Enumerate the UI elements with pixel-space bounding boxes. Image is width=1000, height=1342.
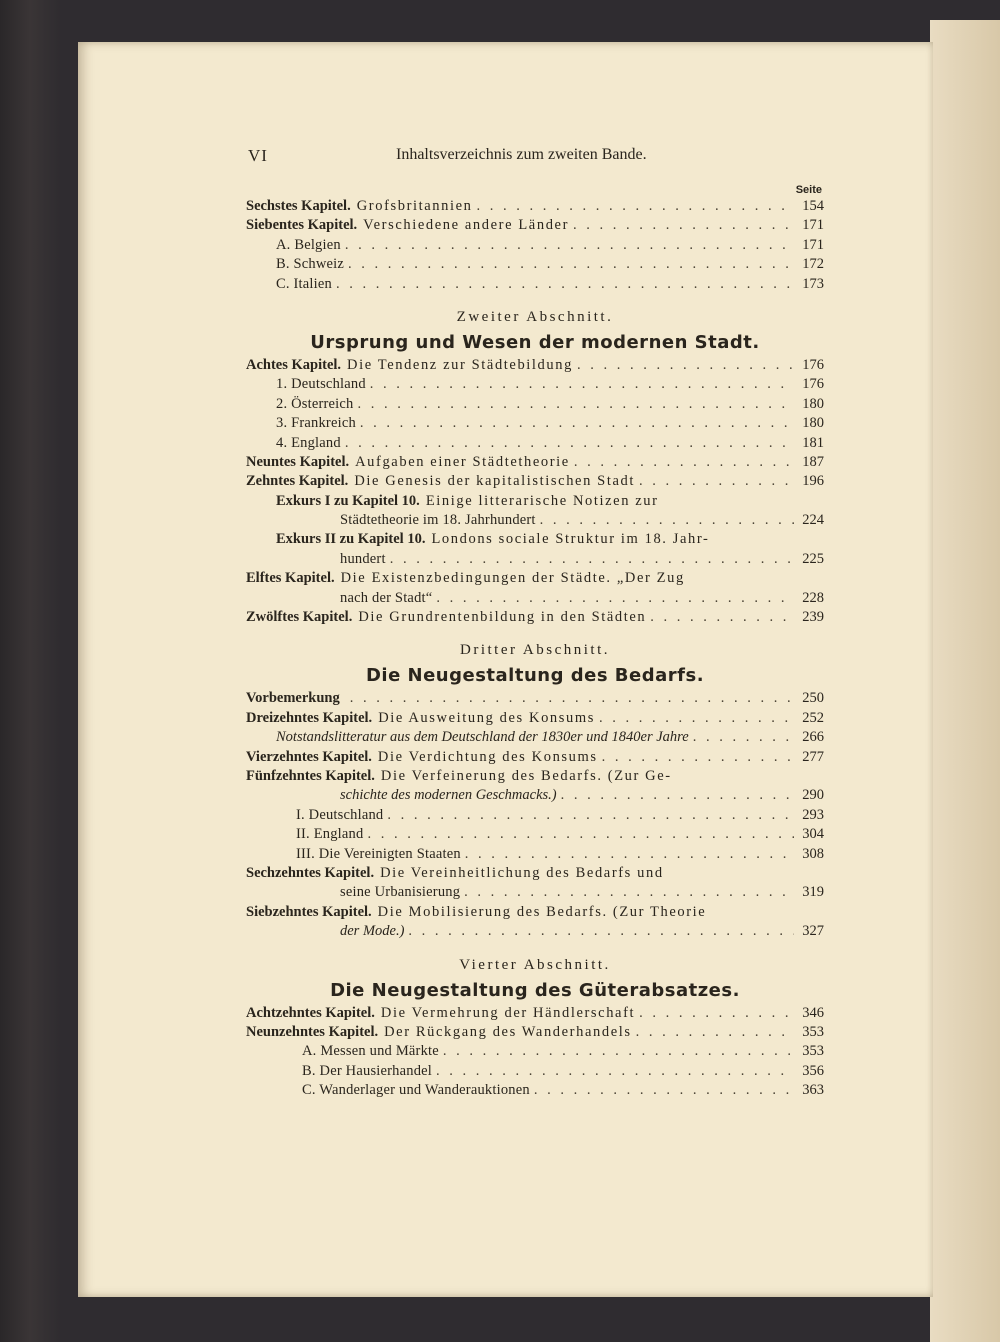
toc-entry [246,435,824,454]
dot-leader [345,435,794,452]
page-ref: 277 [802,748,824,765]
section-label: Zweiter Abschnitt. [456,308,614,325]
entry-title: nach der Stadt“ [340,589,433,606]
page-ref: 304 [802,826,824,843]
entry-title: Die Vereinheitlichung des Bedarfs und [380,864,664,881]
entry-title: I. Deutschland [296,806,384,823]
toc-part-one [246,198,824,295]
page-ref: 224 [802,512,824,529]
page-ref: 239 [802,609,824,626]
entry-title: A. Messen und Märkte [302,1043,439,1060]
dot-leader [436,1063,794,1080]
chapter-label: Siebentes Kapitel. [246,217,358,234]
chapter-label: Neunzehntes Kapitel. [246,1023,379,1040]
dot-leader [639,1005,794,1022]
dot-leader [367,826,794,843]
dot-leader [639,473,794,490]
entry-title: 3. Frankreich [276,415,356,432]
toc-entry [246,217,824,236]
section-title: Die Neugestaltung des Bedarfs. [365,665,705,687]
toc-entry [246,237,824,256]
toc-entry [246,1082,824,1101]
toc-entry [246,923,824,942]
entry-title: Die Grundrentenbildung in den Städten [358,609,647,626]
dot-leader [387,807,794,824]
chapter-label: Vierzehntes Kapitel. [246,748,372,765]
toc-entry [246,1024,824,1043]
page-ref: 171 [802,236,824,253]
dot-leader [577,357,794,374]
page-ref: 308 [802,845,824,862]
chapter-label: Exkurs II zu Kapitel 10. [276,531,426,548]
toc-entry [246,454,824,473]
chapter-label: Achtes Kapitel. [246,356,342,373]
dot-leader [360,415,794,432]
chapter-label: Achtzehntes Kapitel. [246,1004,375,1021]
page-ref: 180 [802,395,824,412]
entry-title: Die Vermehrung der Händlerschaft [380,1004,636,1021]
chapter-label: Dreizehntes Kapitel. [246,709,373,726]
toc-entry [246,749,824,768]
entry-title: 4. England [276,434,341,451]
entry-title: Die Genesis der kapitalistischen Stadt [354,473,635,490]
entry-title: Aufgaben einer Städtetheorie [355,453,570,470]
toc-entry [246,198,824,217]
chapter-label: Elftes Kapitel. [246,570,335,587]
dot-leader [370,376,794,393]
dot-leader [534,1082,794,1099]
toc-entry [246,1063,824,1082]
toc-entry [246,729,824,748]
entry-title: Der Rückgang des Wanderhandels [384,1023,632,1040]
entry-title: A. Belgien [276,236,341,253]
entry-title: 1. Deutschland [276,376,366,393]
entry-title: B. Schweiz [276,256,345,273]
dot-leader [436,590,794,607]
page-ref: 154 [802,198,824,214]
toc-entry [246,865,824,884]
toc-entry [246,609,824,628]
table-of-contents [246,198,824,1101]
page-ref: 187 [802,453,824,470]
entry-title: der Mode.) [340,923,405,940]
chapter-label: Exkurs I zu Kapitel 10. [276,492,420,509]
page-ref: 173 [802,275,824,292]
entry-title: Londons sociale Struktur im 18. Jahr- [431,531,710,548]
page-ref: 181 [802,434,824,451]
toc-entry [246,357,824,376]
chapter-label: Zehntes Kapitel. [246,473,349,490]
dot-leader [336,276,794,293]
page-ref: 293 [802,806,824,823]
entry-title: Städtetheorie im 18. Jahrhundert [340,512,536,529]
dot-leader [573,217,794,234]
toc-entry [246,512,824,531]
section-entries [246,690,824,942]
dot-leader [348,256,794,273]
seite-label: Seite [795,184,822,196]
running-title: Inhaltsverzeichnis zum zweiten Bande. [396,146,647,163]
entry-title: hundert [340,550,386,567]
toc-entry [246,904,824,923]
dot-leader [574,454,794,471]
page-ref: 252 [802,709,824,726]
chapter-label: Fünfzehntes Kapitel. [246,767,375,784]
page-ref: 176 [802,356,824,373]
dot-leader [350,690,794,707]
page-ref: 250 [802,690,824,707]
chapter-label: Vorbemerkung [246,690,340,707]
entry-title: Die Existenzbedingungen der Städte. „Der Zug [340,570,685,587]
chapter-label: Sechzehntes Kapitel. [246,864,375,881]
toc-entry [246,415,824,434]
toc-entry [246,531,824,550]
dot-leader [602,749,794,766]
chapter-label: Zwölftes Kapitel. [246,609,353,626]
toc-entry [246,690,824,709]
section-title: Die Neugestaltung des Güterabsatzes. [330,979,740,1001]
entry-title: Die Verfeinerung des Bedarfs. (Zur Ge- [380,767,672,784]
toc-entry [246,590,824,609]
entry-title: Verschiedene andere Länder [363,217,570,234]
entry-title: seine Urbanisierung [340,884,461,901]
toc-entry [246,846,824,865]
page-ref: 180 [802,415,824,432]
page-header [248,146,823,170]
section-four [246,957,824,1102]
page-ref: 346 [802,1004,824,1021]
entry-title: III. Die Vereinigten Staaten [296,845,461,862]
toc-entry [246,807,824,826]
section-title: Ursprung und Wesen der modernen Stadt. [310,331,760,353]
toc-entry [246,826,824,845]
toc-entry [246,768,824,787]
page-ref: 176 [802,376,824,393]
entry-title: C. Italien [276,275,332,292]
page-ref: 196 [802,473,824,490]
section-two [246,309,824,628]
dot-leader [693,729,794,746]
section-three [246,642,824,942]
section-label: Dritter Abschnitt. [460,642,610,659]
dot-leader [443,1043,794,1060]
toc-entry [246,376,824,395]
dot-leader [390,551,794,568]
entry-title: Die Mobilisierung des Bedarfs. (Zur Theorie [377,903,707,920]
section-entries [246,357,824,628]
dot-leader [408,923,794,940]
toc-entry [246,396,824,415]
toc-entry [246,787,824,806]
chapter-label: Neuntes Kapitel. [246,453,350,470]
entry-title: II. England [296,826,364,843]
entry-title: 2. Österreich [276,395,354,412]
section-label: Vierter Abschnitt. [459,956,611,973]
page-ref: 290 [802,787,824,804]
dot-leader [540,512,794,529]
page-ref: 363 [802,1082,824,1099]
page-ref: 171 [802,217,824,234]
entry-title: schichte des modernen Geschmacks.) [340,787,557,804]
page-ref: 225 [802,550,824,567]
page-ref: 353 [802,1023,824,1040]
page-ref: 319 [802,884,824,901]
dot-leader [477,198,794,215]
entry-title: Einige litterarische Notizen zur [425,492,659,509]
entry-title: Die Ausweitung des Konsums [378,709,595,726]
page-ref: 327 [802,923,824,940]
entry-title: B. Der Hausierhandel [302,1062,433,1079]
chapter-label: Siebzehntes Kapitel. [246,903,372,920]
entry-title: Die Verdichtung des Konsums [377,748,598,765]
section-entries [246,1005,824,1102]
dot-leader [636,1024,794,1041]
entry-title: Die Tendenz zur Städtebildung [347,356,573,373]
dot-leader [465,846,794,863]
toc-entry [246,884,824,903]
dot-leader [358,396,795,413]
dot-leader [561,787,794,804]
toc-entry [246,493,824,512]
toc-entry [246,256,824,275]
page-ref: 353 [802,1043,824,1060]
toc-entry [246,276,824,295]
entry-title: C. Wanderlager und Wanderauktionen [302,1082,530,1099]
book-cover-edge [930,20,1000,1342]
page-ref: 356 [802,1062,824,1079]
toc-entry [246,710,824,729]
toc-entry [246,570,824,589]
dot-leader [345,237,794,254]
page-ref: 228 [802,589,824,606]
page-number: VI [248,146,268,165]
entry-title: Notstandslitteratur aus dem Deutschland der 1830er und 1840er Jahre [276,729,689,746]
page-ref: 172 [802,256,824,273]
entry-title: Grofsbritannien [356,198,473,214]
page-ref: 266 [802,729,824,746]
chapter-label: Sechstes Kapitel. [246,198,351,214]
toc-entry [246,1005,824,1024]
dot-leader [599,710,794,727]
dot-leader [464,884,794,901]
dot-leader [650,609,794,626]
toc-entry [246,1043,824,1062]
toc-entry [246,551,824,570]
toc-entry [246,473,824,492]
